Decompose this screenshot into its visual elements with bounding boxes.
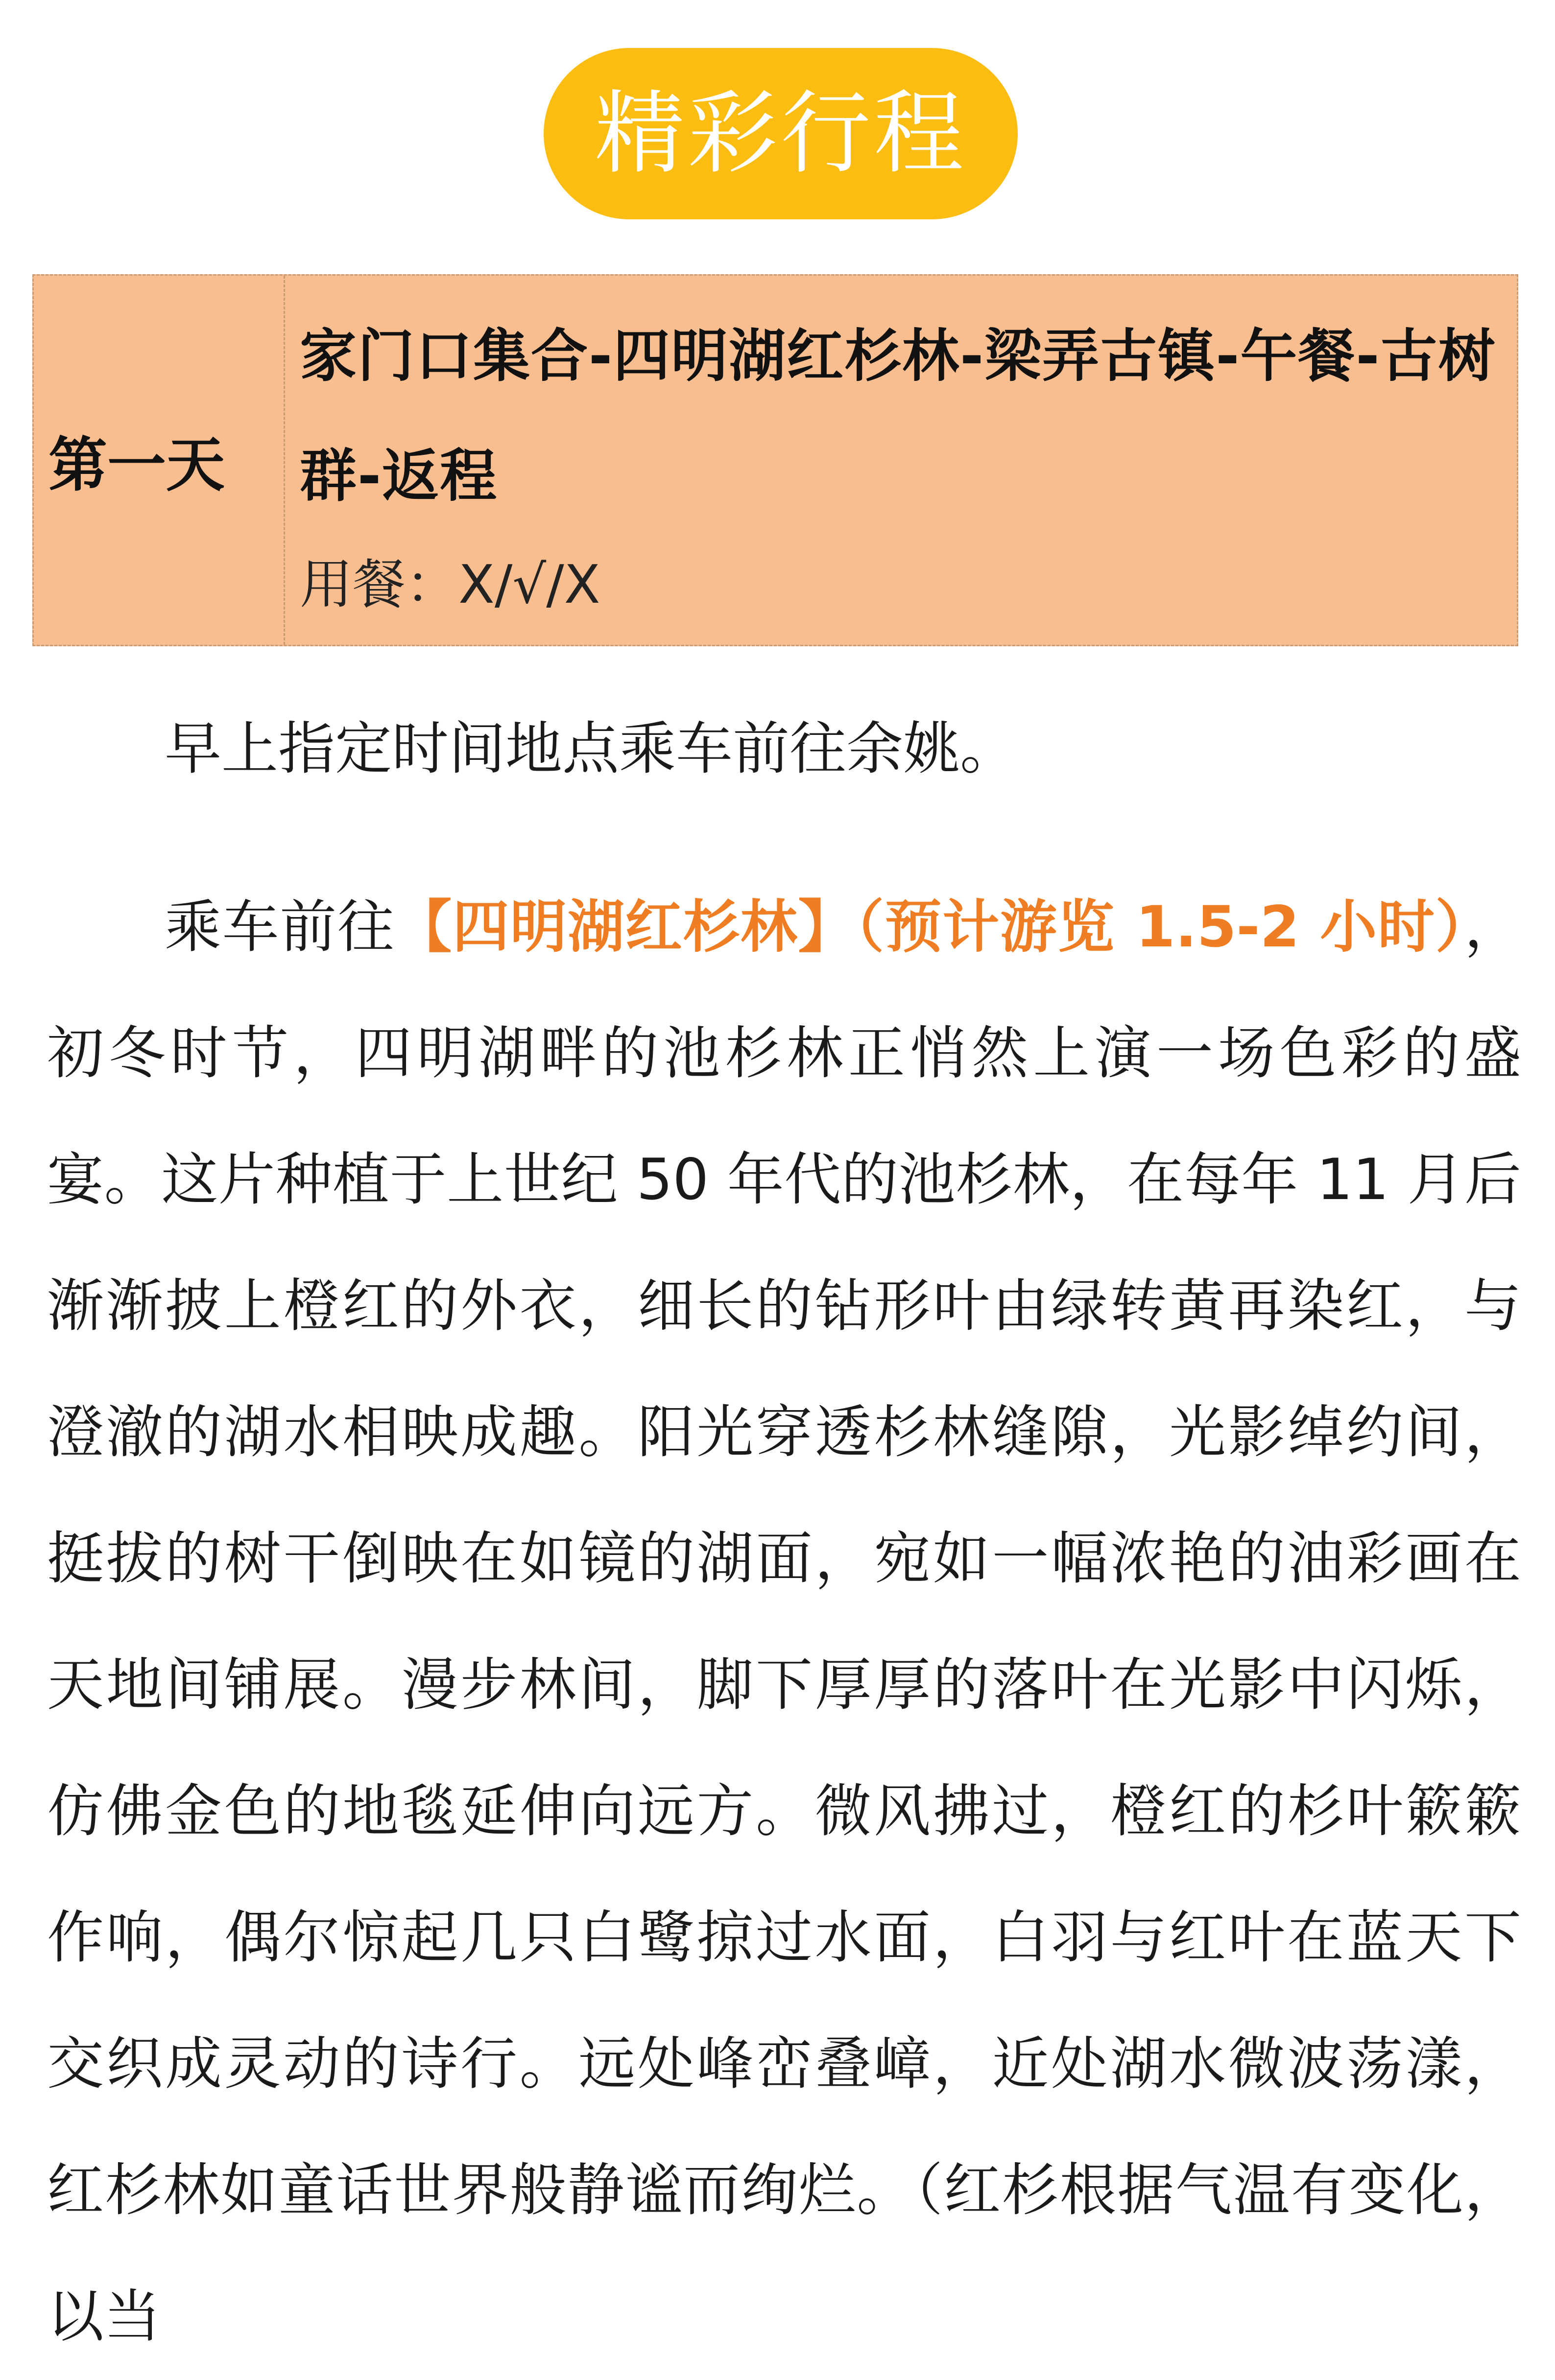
paragraph-lead: 乘车前往 xyxy=(165,894,395,960)
meal-info: 用餐：X/√/X xyxy=(300,554,600,615)
paragraph-body: ，初冬时节，四明湖畔的池杉林正悄然上演一场色彩的盛宴。这片种植于上世纪 50 年代的池杉林，在每年 11 月后渐渐披上橙红的外衣，细长的钻形叶由绿转黄再染红，与澄澈的湖水相映成趣。阳光穿透杉林缝隙，光影绰约间，挺拔的树干倒映在如镜的湖面，宛如一幅浓艳的油彩画在天地间铺展。漫步林间，脚下厚厚的落叶在光影中闪烁，仿佛金色的地毯延伸向远方。微风拂过，橙红的杉叶簌簌作响，偶尔惊起几只白鹭掠过水面，白羽与红叶在蓝天下交织成灵动的诗行。远处峰峦叠嶂，近处湖水微波荡漾，红杉林如童话世界般静谧而绚烂。（红杉根据气温有变化，以当 xyxy=(47,894,1521,2350)
section-title: 精彩行程 xyxy=(594,81,967,186)
description-paragraph xyxy=(47,864,1521,2380)
route-cell xyxy=(285,276,1517,645)
route-title: 家门口集合-四明湖红杉林-梁弄古镇-午餐-古树群-返程 xyxy=(300,323,1496,509)
day-label: 第一天 xyxy=(48,431,225,499)
intro-paragraph: 早上指定时间地点乘车前往余姚。 xyxy=(165,716,1017,782)
day-itinerary-table xyxy=(32,274,1518,646)
attraction-highlight: 【四明湖红杉林】（预计游览 1.5-2 小时） xyxy=(395,894,1464,960)
day-label-cell xyxy=(34,276,285,645)
section-title-pill xyxy=(544,48,1018,219)
